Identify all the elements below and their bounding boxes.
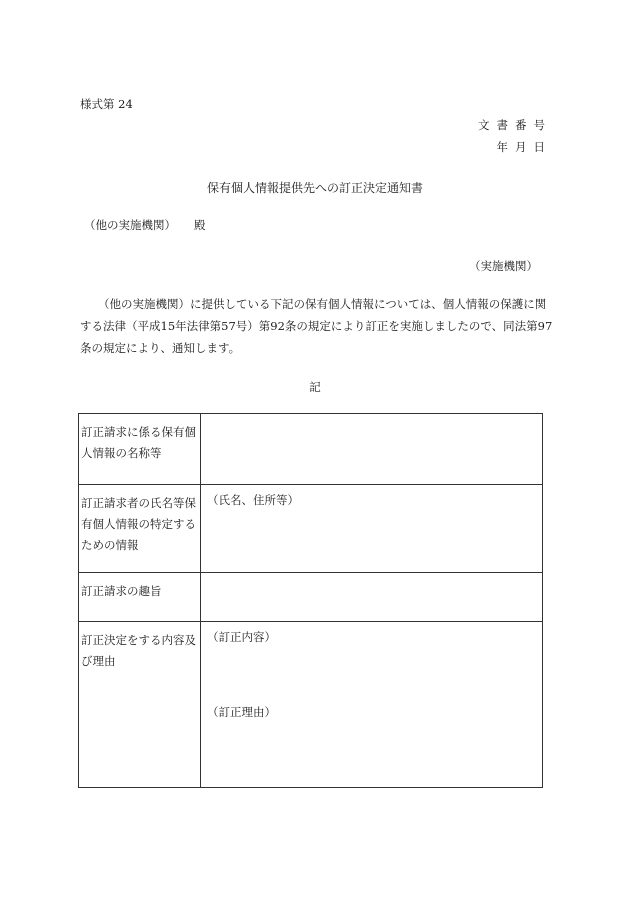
row-value[interactable] [201,414,543,485]
ki-heading: 記 [309,380,321,394]
document-number: 文書番号 [478,118,552,132]
table-row [79,414,543,485]
form-number: 様式第 24 [80,97,133,111]
row-label [79,485,201,573]
requester-info-hint: （氏名、住所等） [207,493,299,507]
row-label-line: ための情報 [81,538,139,552]
row-value[interactable] [201,622,543,788]
row-label-line: び理由 [81,654,116,668]
info-table [78,413,543,788]
correction-content-hint: （訂正内容） [207,630,276,644]
table-row [79,622,543,788]
document-title: 保有個人情報提供先への訂正決定通知書 [206,181,423,195]
row-label [79,414,201,485]
row-value[interactable] [201,573,543,622]
addressee [84,217,206,233]
table-row [79,573,543,622]
row-label [79,622,201,788]
sender: （実施機関） [469,259,538,273]
row-label-line: 訂正請求に係る保有個 [81,425,196,439]
row-label-line: 人情報の名称等 [81,446,162,460]
body-line-3: 条の規定により、通知します。 [80,341,241,355]
row-value[interactable] [201,485,543,573]
body-line-1: （他の実施機関）に提供している下記の保有個人情報については、個人情報の保護に関 [98,297,547,311]
row-label-line: 訂正請求の趣旨 [81,584,162,598]
document-date: 年月日 [496,140,552,154]
addressee-honorific: 殿 [194,218,206,232]
row-label [79,573,201,622]
correction-reason-hint: （訂正理由） [207,705,276,719]
table-row [79,485,543,573]
row-label-line: 有個人情報の特定する [81,517,196,531]
body-line-2: する法律（平成15年法律第57号）第92条の規定により訂正を実施しましたので、同法第97 [80,319,553,333]
row-label-line: 訂正決定をする内容及 [81,633,196,647]
addressee-name: （他の実施機関） [84,218,176,232]
body-text [80,293,556,359]
row-label-line: 訂正請求者の氏名等保 [81,496,196,510]
